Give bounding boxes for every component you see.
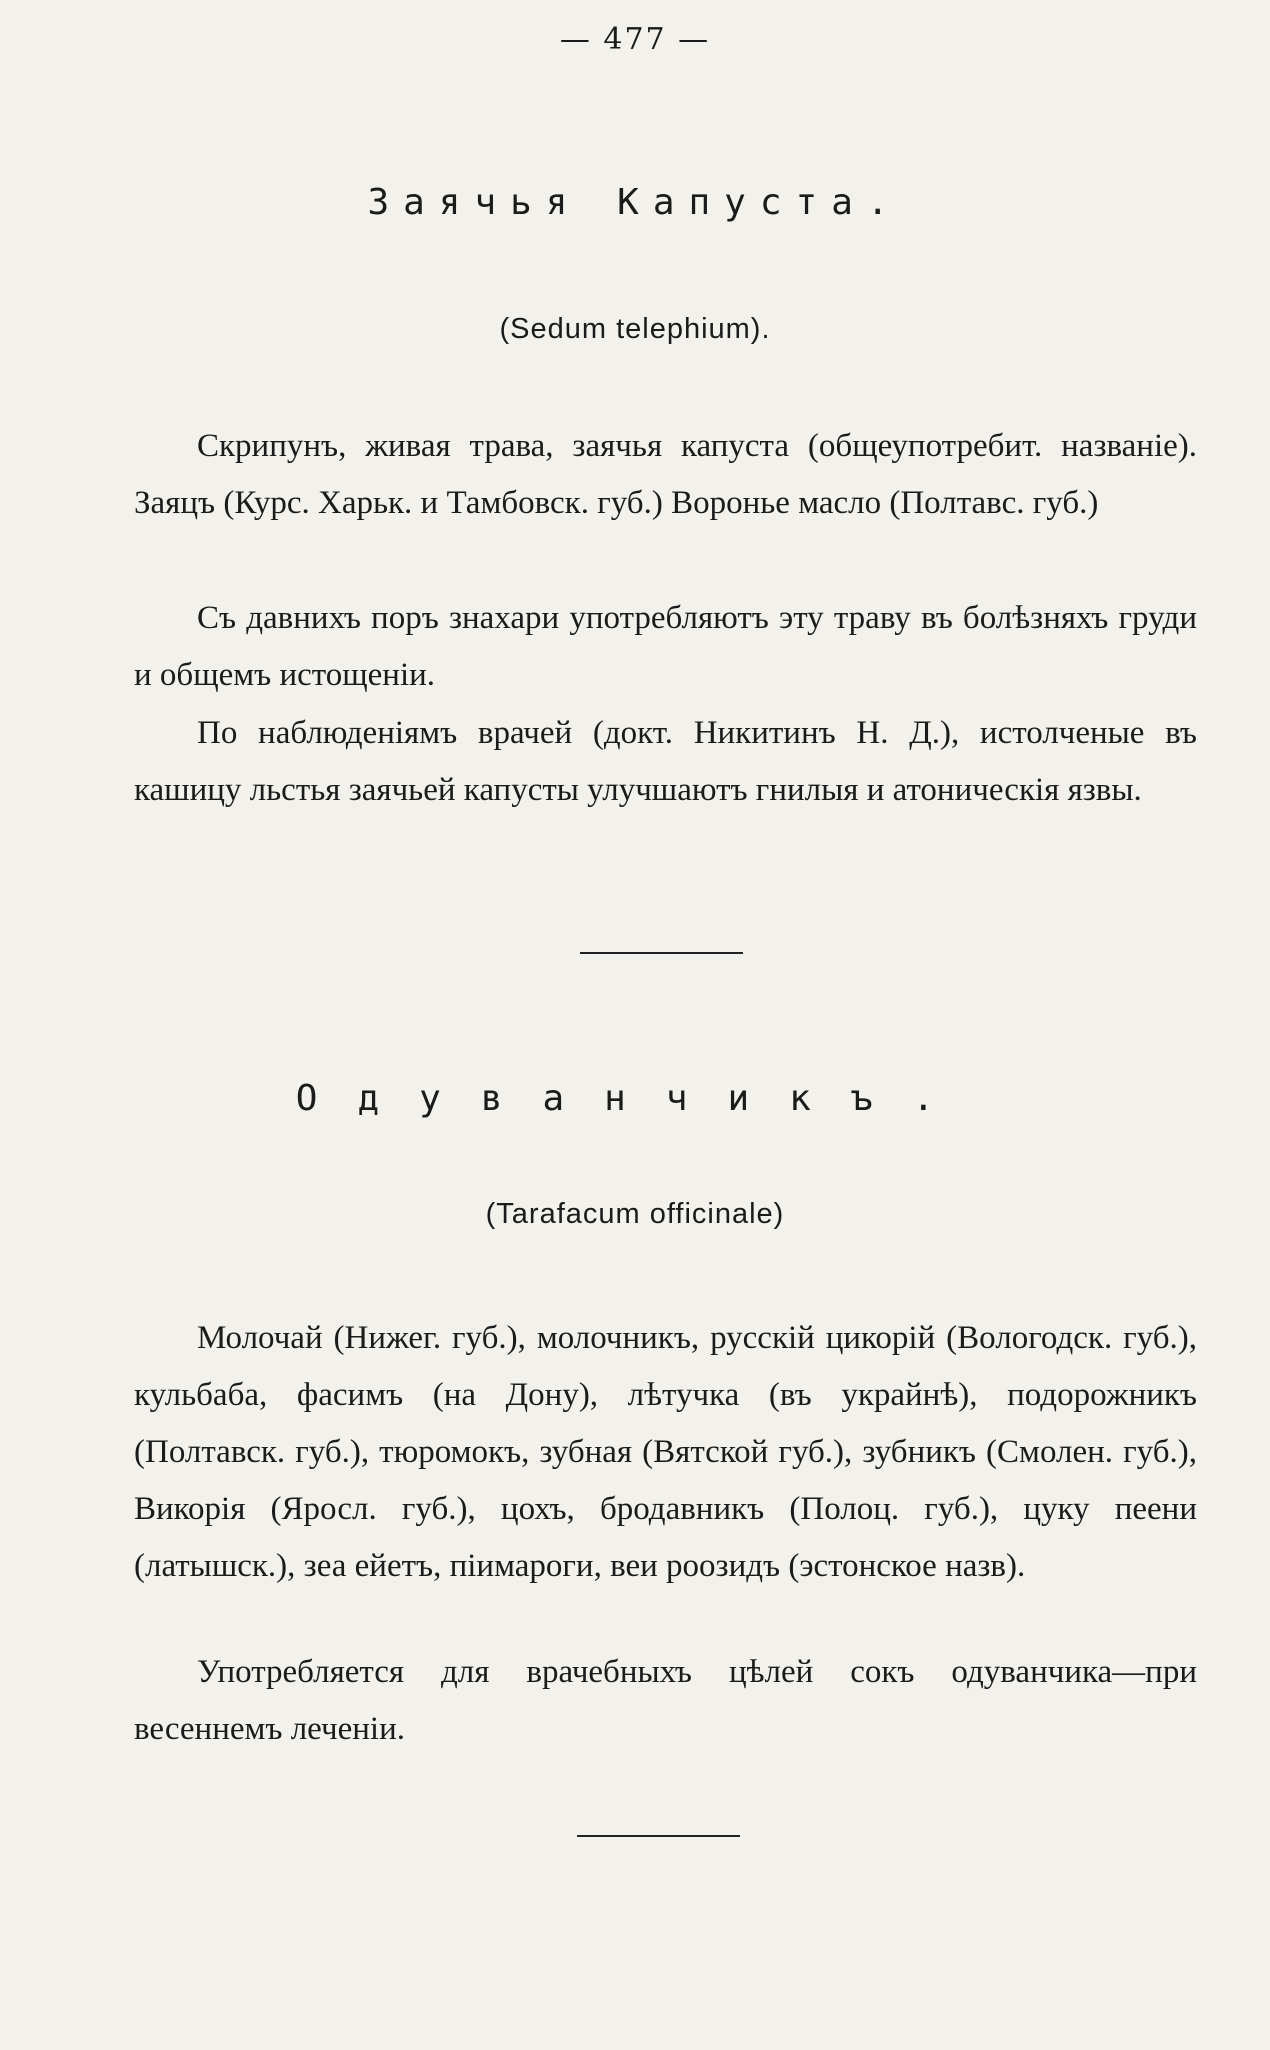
- paragraph: По наблюденіямъ врачей (докт. Никитинъ Н. Д.), истолченые въ кашицу льстья заячьей капусты улучшаютъ гнилыя и атоническія язвы.: [134, 715, 1197, 808]
- latin-name: (Sedum telephium).: [499, 313, 771, 345]
- paragraph: Скрипунъ, живая трава, заячья капуста (общеупотребит. названіе). Заяцъ (Курс. Харьк. и Тамбовск. губ.) Воронье масло (Полтавс. губ.): [134, 428, 1197, 521]
- page-number: — 477 —: [559, 22, 711, 57]
- paragraph: Съ давнихъ поръ знахари употребляютъ эту траву въ болѣзняхъ груди и общемъ истощеніи.: [134, 600, 1197, 693]
- section-title: Одуванчикъ.: [295, 1078, 975, 1119]
- section-divider: [580, 952, 743, 954]
- section-divider: [577, 1835, 740, 1837]
- paragraph: Молочай (Нижег. губ.), молочникъ, русскій цикорій (Вологодск. губ.), кульбаба, фасимъ (на Дону), лѣтучка (въ украйнѣ), подорожникъ (Полтавск. губ.), тюромокъ, зубная (Вятской губ.), зубникъ (Смолен. губ.), Викорія (Яросл. губ.), цохъ, бродавникъ (Полоц. губ.), цуку пеени (латышск.), зеа ейетъ, піимароги, веи роозидъ (эстонское назв).: [134, 1320, 1197, 1584]
- latin-name: (Tarafacum officinale): [485, 1198, 785, 1230]
- section-title: Заячья Капуста.: [367, 182, 903, 223]
- paragraph: Употребляется для врачебныхъ цѣлей сокъ одуванчика—при весеннемъ леченіи.: [134, 1654, 1197, 1747]
